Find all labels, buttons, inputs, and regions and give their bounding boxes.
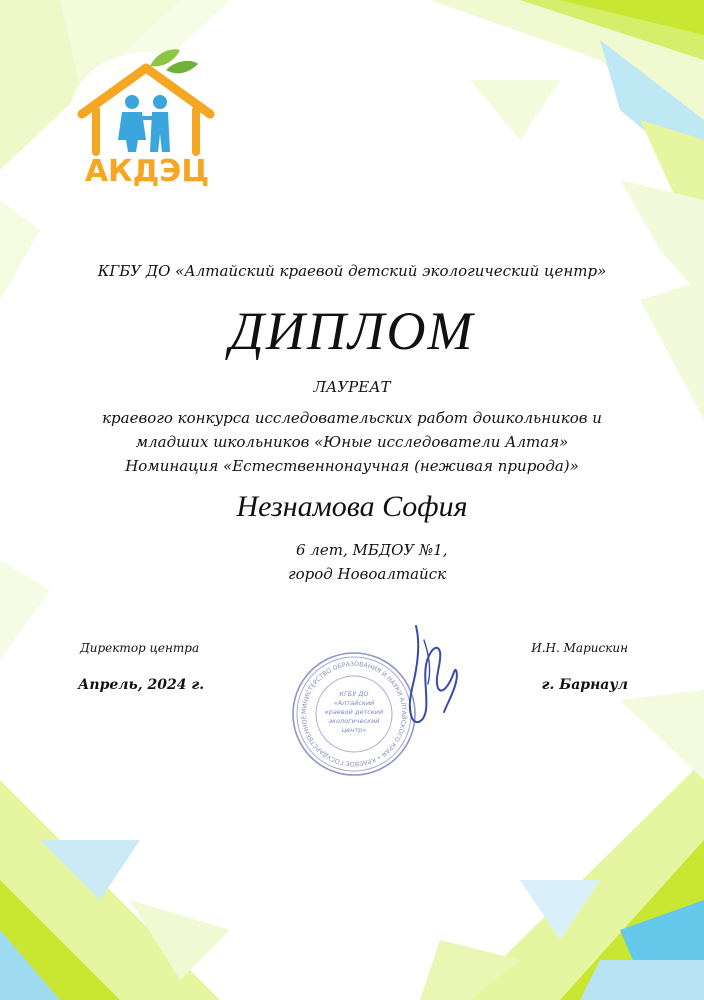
- director-name: И.Н. Марискин: [531, 641, 628, 655]
- contest-description: [0, 406, 704, 478]
- house-logo-icon: [62, 44, 232, 194]
- seal-center-line-4: экологический: [328, 717, 380, 725]
- recipient-name: Незнамова София: [236, 490, 468, 523]
- logo-text: АКДЭЦ: [84, 154, 210, 189]
- recipient-city: город Новоалтайск: [288, 565, 447, 583]
- akdec-logo: [62, 44, 232, 194]
- seal-ring-text: МИНИСТЕРСТВО ОБРАЗОВАНИЯ И НАУКИ АЛТАЙСКОГО КРАЯ • КРАЕВОЕ ГОСУДАРСТВЕННОЕ: [300, 660, 408, 768]
- signature-icon: [398, 622, 468, 732]
- seal-center-line-1: КГБУ ДО: [339, 690, 369, 698]
- description-line-2: младших школьников «Юные исследователи Алтая»: [135, 433, 569, 451]
- recipient-age-school: 6 лет, МБДОУ №1,: [296, 541, 448, 559]
- director-title: Директор центра: [80, 641, 200, 655]
- diploma-title: ДИПЛОМ: [229, 301, 475, 361]
- seal-center-line-5: центр»: [341, 726, 367, 734]
- description-line-1: краевого конкурса исследовательских работ дошкольников и: [102, 409, 602, 427]
- issue-date: Апрель, 2024 г.: [78, 677, 205, 693]
- recipient-details: [288, 538, 448, 586]
- seal-center-line-3: краевой детский: [324, 708, 384, 716]
- seal-center-line-2: «Алтайский: [333, 699, 375, 707]
- description-line-3: Номинация «Естественнонаучная (неживая природа)»: [125, 457, 579, 475]
- director-signature: [398, 622, 468, 732]
- organization-name: КГБУ ДО «Алтайский краевой детский экологический центр»: [97, 262, 607, 280]
- laureate-label: ЛАУРЕАТ: [313, 378, 391, 396]
- issue-city: г. Барнаул: [541, 677, 628, 693]
